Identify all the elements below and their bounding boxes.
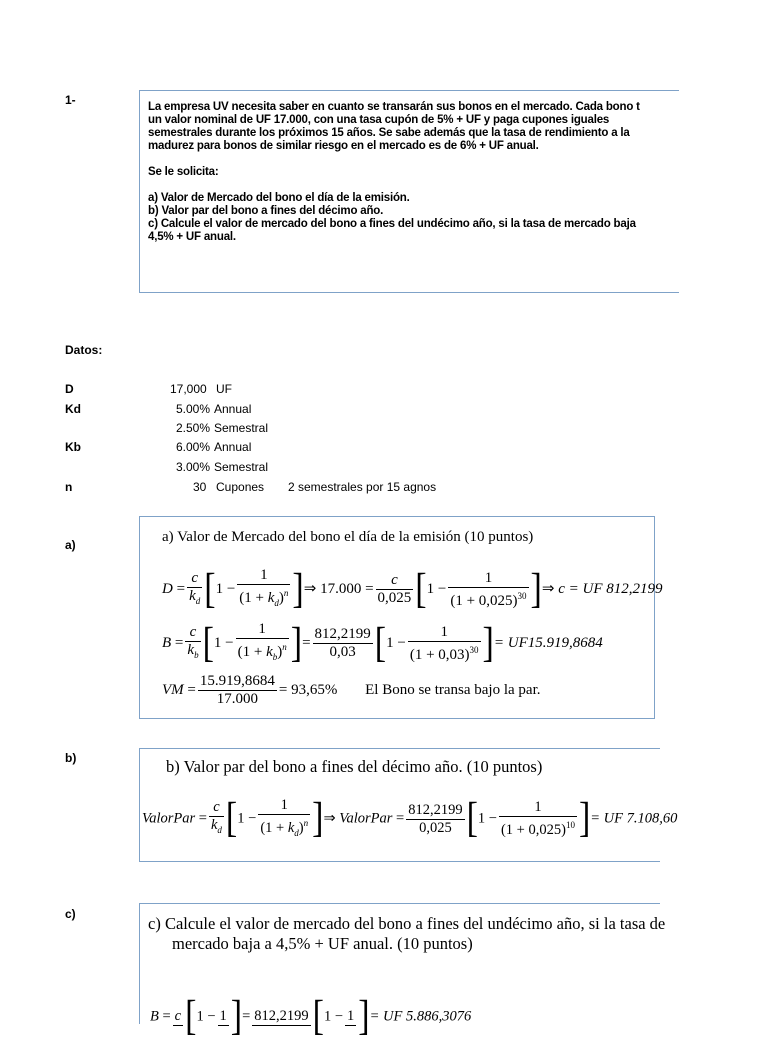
- datos-label: Kd: [65, 402, 81, 416]
- datos-unit: Annual: [214, 440, 252, 454]
- datos-label: Kb: [65, 440, 81, 454]
- problem-item: 4,5% + UF anual.: [148, 231, 236, 243]
- section-a-box: [139, 516, 663, 719]
- datos-note: 2 semestrales por 15 agnos: [288, 480, 437, 494]
- section-a-title: a) Valor de Mercado del bono el día de la emisión (10 puntos): [162, 529, 534, 545]
- c-num: 812,2199: [254, 1008, 309, 1024]
- datos-value: 17,000: [170, 382, 207, 396]
- vm-result: = 93,65%: [278, 681, 338, 698]
- datos-unit: Semestral: [214, 421, 269, 435]
- b-num: 812,2199: [314, 626, 371, 642]
- problem-line: semestrales durante los próximos 15 años. Se sabe además que la tasa de rendimiento a la: [148, 127, 630, 139]
- section-c-title-1: c) Calcule el valor de mercado del bono a fines del undécimo año, si la tasa de: [148, 914, 666, 933]
- problem-item: b) Valor par del bono a fines del décimo año.: [148, 205, 384, 217]
- vm-num: 15.919,8684: [199, 673, 275, 689]
- datos-label: n: [65, 480, 73, 494]
- formula-valorpar: ValorPar = $\frac{c}{k_d}$ [1 − $\frac{1}{(1 + k_d)^n}$ ]⇒ ValorPar = $\frac{812,2199}{0,025}$ [1 − $\frac{1}{(1 + 0,025)^{10}}$ ]= UF 7.108,60: [142, 795, 678, 842]
- valorpar-num: 812,2199: [408, 801, 463, 818]
- datos-unit: Annual: [214, 402, 252, 416]
- section-b-title: b) Valor par del bono a fines del décimo año. (10 puntos): [166, 757, 543, 776]
- d-exp: 30: [517, 590, 527, 601]
- datos-value: 5.00%: [176, 402, 211, 416]
- datos-value: 6.00%: [176, 440, 211, 454]
- datos-unit: Semestral: [214, 460, 269, 474]
- section-b-label: b): [65, 751, 77, 765]
- problem-item: c) Calcule el valor de mercado del bono a fines del undécimo año, si la tasa de mercado baja: [148, 218, 636, 230]
- problem-line: un valor nominal de UF 17.000, con una tasa cupón de 5% + UF y paga cupones iguales: [148, 114, 610, 126]
- vm-den: 17.000: [216, 691, 259, 707]
- valorpar-rate: 0,025: [419, 819, 452, 836]
- section-c-label: c): [65, 907, 76, 921]
- section-c-title-2: mercado baja a 4,5% + UF anual. (10 puntos): [172, 934, 473, 953]
- section-c-border-top: [139, 903, 660, 904]
- formula-d: D = $\frac{c}{k_d}$ [1 − $\frac{1}{(1 + k_d)^n}$ ]⇒ 17.000 = $\frac{c}{0,025}$ [1 − $\frac{1}{(1 + 0,025)^{30}}$ ]⇒ c = UF 812,2199: [162, 565, 663, 612]
- problem-request: Se le solicita:: [148, 166, 219, 178]
- d-result: c = UF 812,2199: [558, 580, 663, 597]
- b-result: = UF15.919,8684: [493, 634, 603, 651]
- valorpar-exp: 10: [565, 820, 575, 831]
- formula-vm: VM = $\frac{15.919,8684}{17.000}$ = 93,65% El Bono se transa bajo la par.: [162, 673, 541, 707]
- datos-value: 3.00%: [176, 460, 211, 474]
- vm-conclusion: El Bono se transa bajo la par.: [365, 681, 541, 698]
- valorpar-result: = UF 7.108,60: [590, 810, 678, 827]
- problem-line: La empresa UV necesita saber en cuanto se transarán sus bonos en el mercado. Cada bono t: [148, 101, 640, 113]
- datos-value: 2.50%: [176, 421, 211, 435]
- d-rate: 0,025: [377, 590, 412, 606]
- formula-b: B = $\frac{c}{k_b}$ [1 − $\frac{1}{(1 + k_b)^n}$ ]= $\frac{812,2199}{0,03}$ [1 − $\frac{1}{(1 + 0,03)^{30}}$ ]= UF15.919,8684: [162, 619, 603, 666]
- valorpar-lhs-repeat: ValorPar: [339, 810, 393, 827]
- datos-value: 30: [193, 480, 207, 494]
- b-rate: 0,03: [329, 644, 356, 660]
- problem-box: [139, 90, 679, 293]
- section-c-border-left: [139, 903, 140, 1024]
- datos-label: D: [65, 382, 74, 396]
- formula-c: B = c [1 − 1 ]= 812,2199 [1 − 1 ]= UF 5.886,3076: [150, 993, 472, 1040]
- section-b-box: [139, 748, 678, 862]
- datos-title: Datos:: [65, 343, 103, 357]
- b-exp: 30: [469, 644, 479, 655]
- valorpar-lhs: ValorPar: [142, 810, 196, 827]
- datos-unit: Cupones: [216, 480, 265, 494]
- section-a-label: a): [65, 538, 76, 552]
- datos-unit: UF: [216, 382, 232, 396]
- problem-number: 1-: [65, 93, 76, 107]
- problem-line: madurez para bonos de similar riesgo en el mercado es de 6% + UF anual.: [148, 140, 539, 152]
- c-result: = UF 5.886,3076: [369, 1008, 472, 1025]
- problem-item: a) Valor de Mercado del bono el día de la emisión.: [148, 192, 410, 204]
- d-given: 17.000: [320, 580, 362, 597]
